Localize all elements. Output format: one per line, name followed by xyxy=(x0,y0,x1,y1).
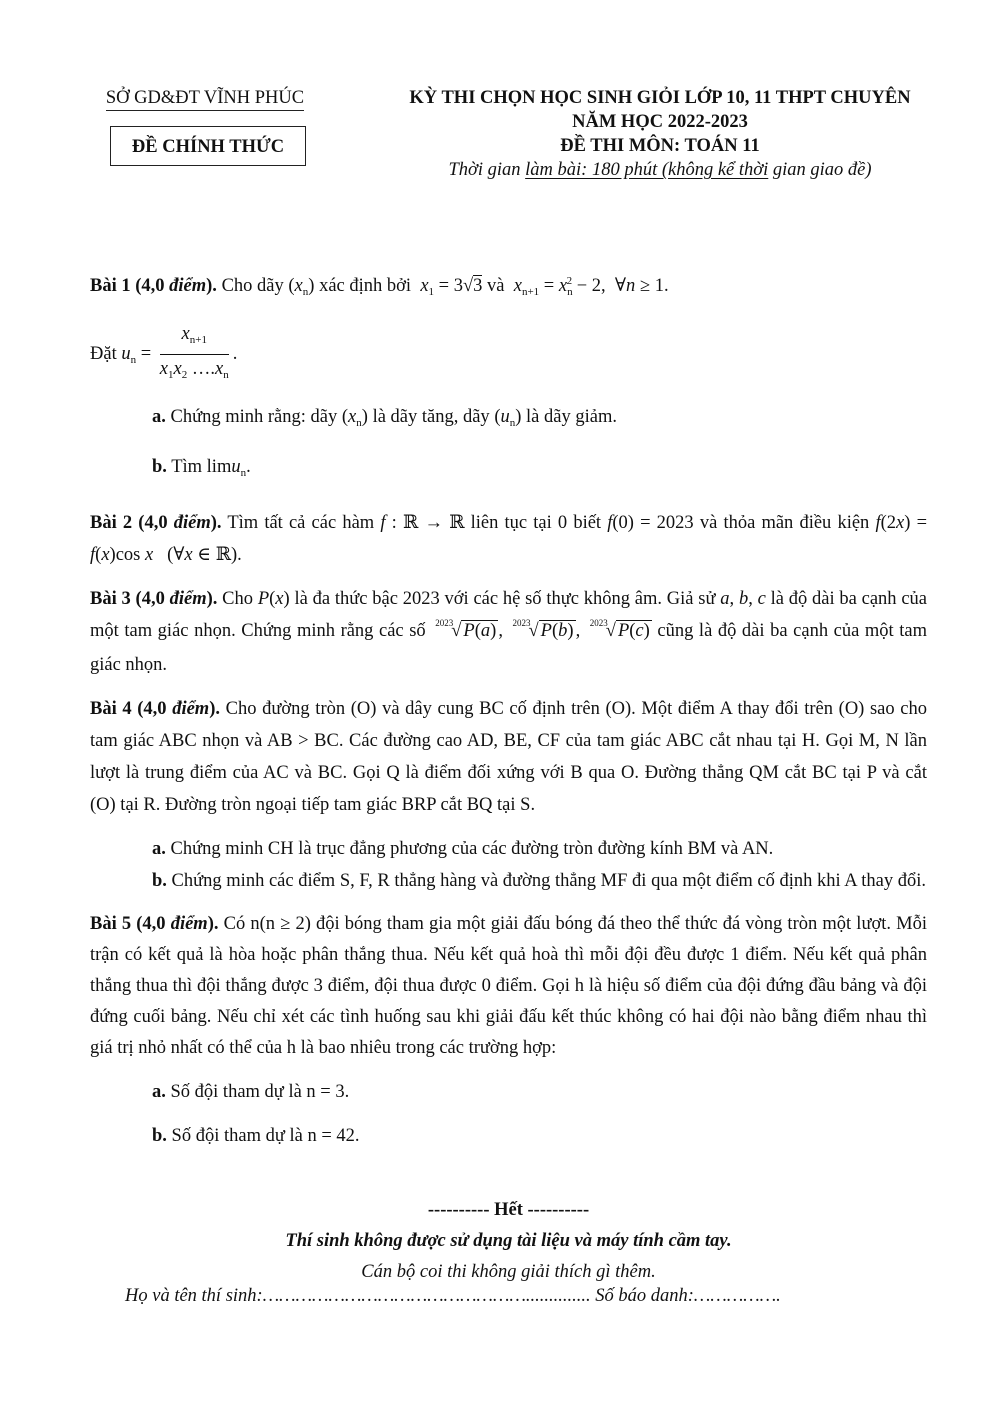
exam-footer xyxy=(90,1195,927,1288)
note-no-materials: Thí sinh không được sử dụng tài liệu và máy tính cầm tay. xyxy=(285,1231,732,1251)
problem-4: Bài 4 (4,0 điểm). Cho đường tròn (O) và dây cung BC cố định trên (O). Một điểm A thay đổi trên (O) sao cho tam giác ABC nhọn và AB > BC. Các đường cao AD, BE, CF của tam giác ABC cắt nhau tại H. Gọi M, N lần lượt là trung điểm của AC và BC. Gọi Q là điểm đối xứng với B qua O. Đường thẳng QM cắt BC tại P và cắt (O) tại R. Đường tròn ngoại tiếp tam giác BRP cắt BQ tại S. xyxy=(90,699,927,815)
problem-4a: a. Chứng minh CH là trục đẳng phương của các đường tròn đường kính BM và AN. xyxy=(152,839,774,859)
problem-1b: b. Tìm limu$_n$. xyxy=(152,457,251,479)
exam-subject: ĐỀ THI MÔN: TOÁN 11 xyxy=(560,136,760,156)
exam-title: KỲ THI CHỌN HỌC SINH GIỎI LỚP 10, 11 THPT CHUYÊN xyxy=(409,88,911,108)
school-year: NĂM HỌC 2022-2023 xyxy=(572,112,748,132)
problem-3: Bài 3 (4,0 điểm). Cho P(x) là đa thức bậc 2023 với các hệ số thực không âm. Giả sử a, b, c là độ dài ba cạnh của một tam giác nhọn. Chứng minh rằng các số $^{2023}$√ P(a) , $^{2023}$√ P(b) , $^{2023}$√ P(c) cũng là độ dài ba cạnh của một tam giác nhọn. xyxy=(90,589,928,675)
exam-content xyxy=(90,265,927,1152)
department-name: SỞ GD&ĐT VĨNH PHÚC xyxy=(90,88,320,111)
problem-1a: a. Chứng minh rằng: dãy $(x_n)$ là dãy tăng, dãy $(u_n)$ là dãy giảm. xyxy=(152,407,617,429)
problem-5: Bài 5 (4,0 điểm). Có n(n ≥ 2) đội bóng tham gia một giải đấu bóng đá theo thể thức đá vòng tròn một lượt. Mỗi trận có kết quả là hòa hoặc phân thắng thua. Nếu kết quả hoà thì mỗi đội đều được 1 điểm. Nếu kết quả phân thắng thua thì đội thắng được 3 điểm, đội thua được 0 điểm. Gọi h là hiệu số điểm của đội đứng đầu bảng và đội đứng cuối bảng. Nếu chỉ xét các tình huống sau khi giải đấu kết thúc không có hai đội nào bằng điểm nhau thì giá trị nhỏ nhất có thể của h là bao nhiêu trong các trường hợp: xyxy=(90,914,927,1058)
problem-5b: b. Số đội tham dự là n = 42. xyxy=(152,1126,360,1146)
candidate-info-line: Họ và tên thí sinh:………………………………………….............. Số báo danh:……………. xyxy=(125,1286,781,1306)
problem-4b: b. Chứng minh các điểm S, F, R thẳng hàng và đường thẳng MF đi qua một điểm cố định khi A thay đổi. xyxy=(152,871,926,891)
problem-2: Bài 2 (4,0 điểm). Tìm tất cả các hàm f : ℝ → ℝ liên tục tại 0 biết f(0) = 2023 và thỏa mãn điều kiện f(2x) = f(x)cos x (∀x ∈ ℝ). xyxy=(90,513,927,565)
note-no-explanation: Cán bộ coi thi không giải thích gì thêm. xyxy=(361,1262,656,1282)
exam-time: Thời gian làm bài: 180 phút (không kể thời gian giao đề) xyxy=(448,160,872,180)
end-marker: ---------- Hết ---------- xyxy=(427,1200,590,1220)
problem-1: Bài 1 (4,0 điểm). Cho dãy $(x_n)$ xác định bởi $x_1 = 3√3$ và $x_{n+1} = x_n^2 - 2$, ∀n ≥ 1. xyxy=(90,275,669,298)
official-exam-box: ĐỀ CHÍNH THỨC xyxy=(110,126,306,166)
problem-5a: a. Số đội tham dự là n = 3. xyxy=(152,1082,350,1102)
problem-1-def: Đặt $u_n$ = $\frac{x_{n+1}}{x_1x_2 \dots.x_n}$ . xyxy=(90,320,927,389)
exam-header xyxy=(380,86,940,182)
